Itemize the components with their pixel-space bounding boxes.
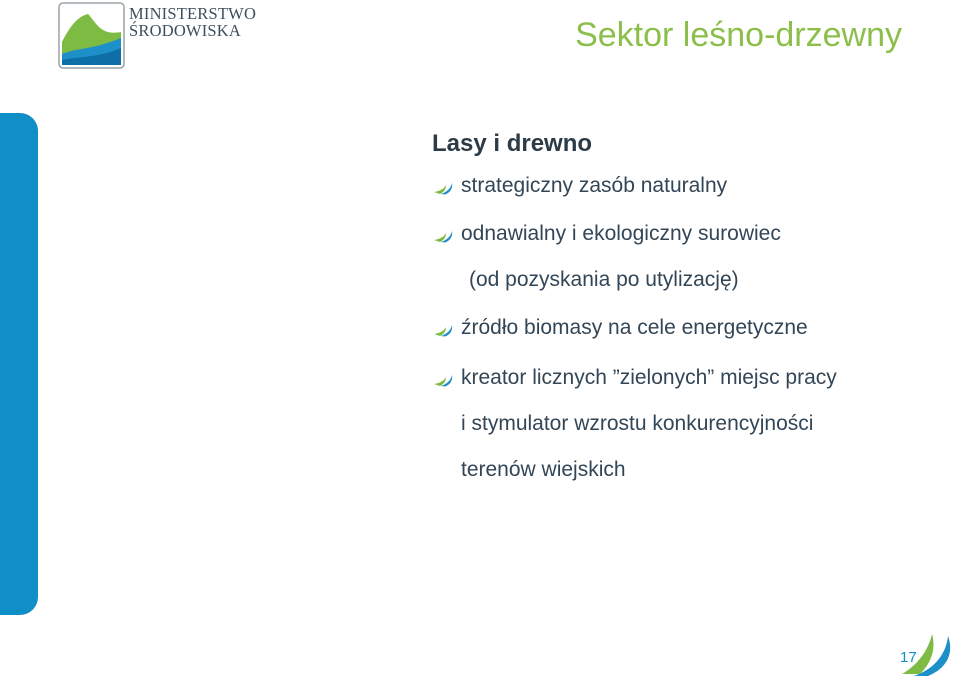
bullet-text-line: źródło biomasy na cele energetyczne [461,316,808,339]
slide-content [432,130,932,481]
bullet-arrow-icon [432,225,454,243]
ministry-logo [58,2,258,70]
bullet-text-line: terenów wiejskich [461,458,626,481]
page-number: 17 [900,649,917,666]
bullet-text-line: i stymulator wzrostu konkurencyjności [461,412,814,435]
bullet-arrow-icon [432,177,454,195]
bullet-text-line: (od pozyskania po utylizację) [469,268,739,291]
content-heading: Lasy i drewno [432,130,593,157]
bullet-text-line: strategiczny zasób naturalny [461,174,728,197]
bullet-text-line: kreator licznych ”zielonych” miejsc pracy [461,366,837,389]
bullet-arrow-icon [432,319,454,337]
logo-line-2: ŚRODOWISKA [129,21,242,40]
logo-line-1: MINISTERSTWO [129,4,257,23]
ministry-name [129,5,256,39]
ministry-emblem-icon [58,2,125,69]
bullet-arrow-icon [432,369,454,387]
side-accent-bar [0,113,38,615]
slide-title: Sektor leśno-drzewny [575,16,902,54]
bullet-text-line: odnawialny i ekologiczny surowiec [461,222,781,245]
